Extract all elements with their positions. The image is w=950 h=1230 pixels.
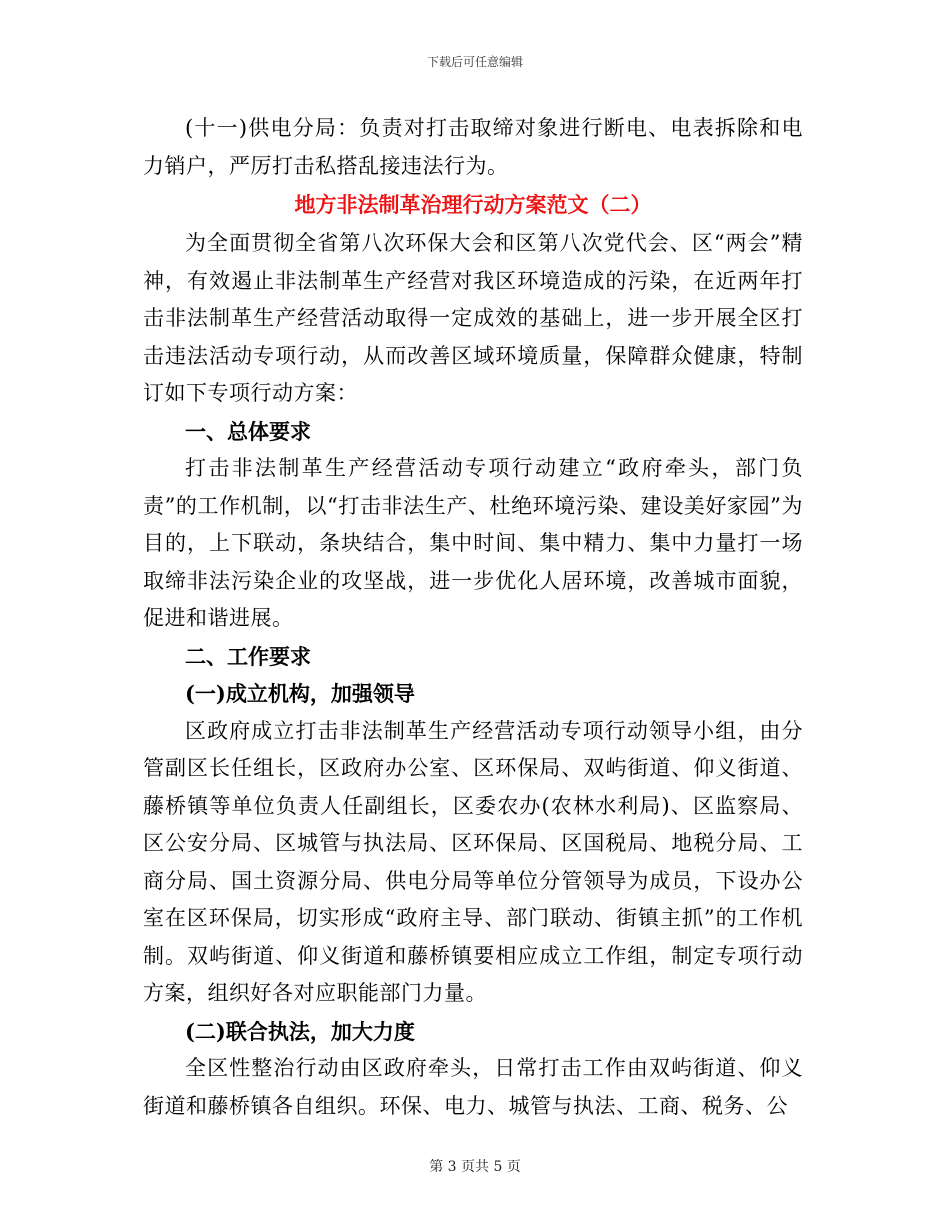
subsection-heading-organization: (一)成立机构，加强领导: [185, 681, 415, 706]
section-heading-work: 二、工作要求: [185, 643, 311, 669]
page-footer: 第 3 页共 5 页: [429, 1159, 521, 1175]
paragraph-organization: 区政府成立打击非法制革生产经营活动专项行动领导小组，由分管副区长任组长，区政府办公室、区环保局、双屿街道、仰义街道、藤桥镇等单位负责人任副组长，区委农办(农林水利局)、区监察局、区公安分局、区城管与执法局、区环保局、区国税局、地税分局、工商分局、国土资源分局、供电分局等单位分管领导为成员，下设办公室在区环保局，切实形成“政府主导、部门联动、街镇主抓”的工作机制。双屿街道、仰义街道和藤桥镇要相应成立工作组，制定专项行动方案，组织好各对应职能部门力量。: [143, 718, 803, 1005]
paragraph-overall-requirements: 打击非法制革生产经营活动专项行动建立“政府牵头，部门负责”的工作机制，以“打击非法生产、杜绝环境污染、建设美好家园”为目的，上下联动，条块结合，集中时间、集中精力、集中力量打一场取缔非法污染企业的攻坚战，进一步优化人居环境，改善城市面貌，促进和谐进展。: [143, 456, 803, 630]
document-body: [143, 110, 803, 1125]
document-title: 地方非法制革治理行动方案范文（二）: [294, 192, 652, 217]
subsection-heading-joint-enforcement: (二)联合执法，加大力度: [185, 1018, 415, 1044]
section-heading-overall: 一、总体要求: [185, 418, 311, 444]
paragraph-power-bureau: (十一)供电分局：负责对打击取缔对象进行断电、电表拆除和电力销户，严厉打击私搭乱接违法行为。: [143, 116, 803, 178]
page-header: 下载后可任意编辑: [426, 55, 523, 69]
paragraph-joint-enforcement: 全区性整治行动由区政府牵头，日常打击工作由双屿街道、仰义街道和藤桥镇各自组织。环保、电力、城管与执法、工商、税务、公: [143, 1056, 803, 1118]
paragraph-preface: 为全面贯彻全省第八次环保大会和区第八次党代会、区“两会”精神，有效遏止非法制革生产经营对我区环境造成的污染，在近两年打击非法制革生产经营活动取得一定成效的基础上，进一步开展全区打击违法活动专项行动，从而改善区域环境质量，保障群众健康，特制订如下专项行动方案：: [143, 231, 803, 405]
